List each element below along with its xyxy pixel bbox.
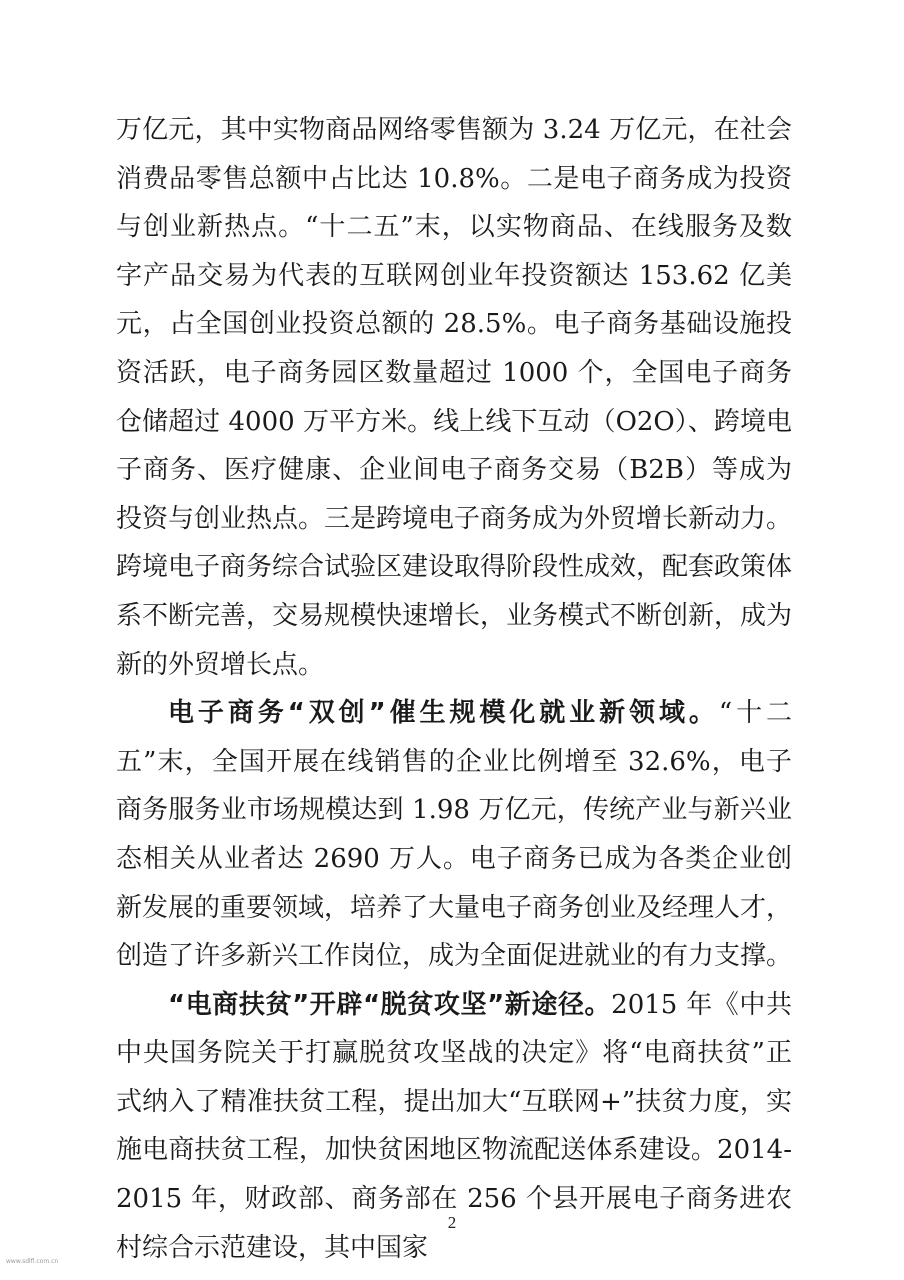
- body-text: [116, 106, 792, 1272]
- watermark: www.sdlfl.com.cn: [6, 1258, 59, 1265]
- paragraph-1-text: 万亿元，其中实物商品网络零售额为 3.24 万亿元，在社会消费品零售总额中占比达 10.8%。二是电子商务成为投资与创业新热点。“十二五”末，以实物商品、在线服务及数字产品交易为代表的互联网创业年投资额达 153.62 亿美元，占全国创业投资总额的 28.5%。电子商务基础设施投资活跃，电子商务园区数量超过 1000 个，全国电子商务仓储超过 4000 万平方米。线上线下互动（O2O）、跨境电子商务、医疗健康、企业间电子商务交易（B2B）等成为投资与创业热点。三是跨境电子商务成为外贸增长新动力。跨境电子商务综合试验区建设取得阶段性成效，配套政策体系不断完善，交易规模快速增长，业务模式不断创新，成为新的外贸增长点。: [116, 115, 793, 680]
- page-number: 2: [447, 1213, 457, 1232]
- paragraph-1: [116, 106, 792, 689]
- paragraph-3-lead: “电商扶贫”开辟“脱贫攻坚”新途径。: [168, 989, 612, 1020]
- paragraph-2-text: “十二五”末，全国开展在线销售的企业比例增至 32.6%，电子商务服务业市场规模达到 1.98 万亿元，传统产业与新兴业态相关从业者达 2690 万人。电子商务已成为各类企业创新发展的重要领域，培养了大量电子商务创业及经理人才，创造了许多新兴工作岗位，成为全面促进就业的有力支撑。: [116, 698, 793, 972]
- paragraph-2-lead: 电子商务“双创”催生规模化就业新领域。: [168, 698, 719, 729]
- paragraph-2: [116, 689, 792, 981]
- paragraph-3-text: 2015 年《中共中央国务院关于打赢脱贫攻坚战的决定》将“电商扶贫”正式纳入了精准扶贫工程，提出加大“互联网+”扶贫力度，实施电商扶贫工程，加快贫困地区物流配送体系建设。2014-2015 年，财政部、商务部在 256 个县开展电子商务进农村综合示范建设，其中国家: [116, 989, 792, 1263]
